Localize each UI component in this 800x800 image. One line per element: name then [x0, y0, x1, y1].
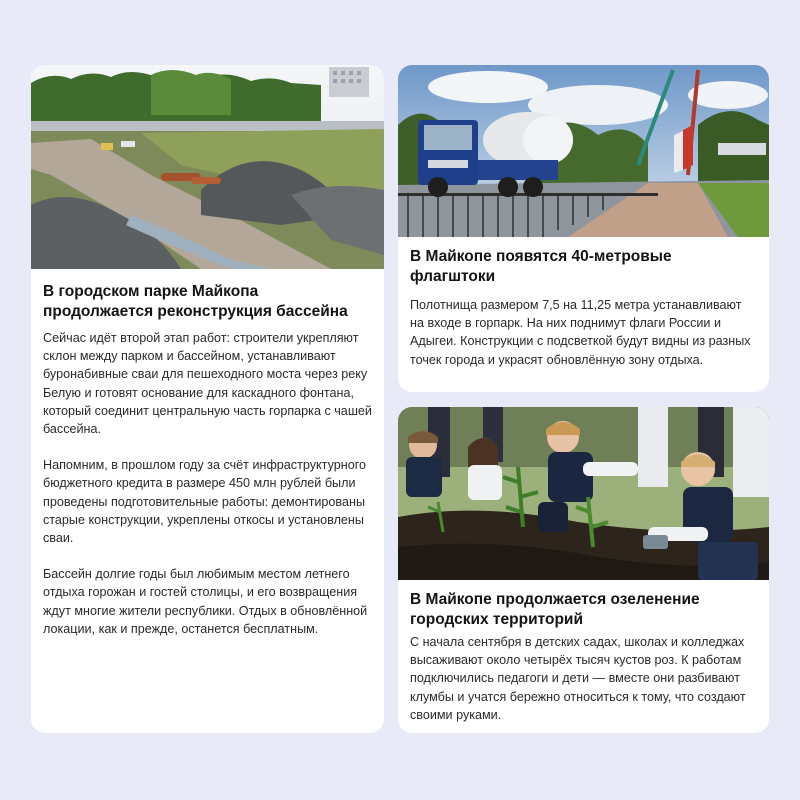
article-card-park-pool [31, 65, 384, 733]
article-title: В Майкопе появятся 40-метровые флагштоки [410, 248, 672, 285]
article-paragraph: Бассейн долгие годы был любимым местом летнего отдыха горожан и гостей столицы, и его возвращения ждут многие жители республики. Отдых в обновлённой локации, как и прежде, останется бесплатным. [43, 567, 368, 636]
article-paragraph: Полотнища размером 7,5 на 11,25 метра устанавливают на входе в горпарк. На них поднимут флаги России и Адыгеи. Конструкции с подсветкой будут видны из разных точек города и украсят обновлённую зону отдыха. [410, 298, 751, 367]
article-title: В городском парке Майкопа продолжается реконструкция бассейна [43, 283, 348, 320]
construction-site-photo [31, 65, 384, 269]
article-card-greening [398, 407, 769, 733]
article-card-flagpoles [398, 65, 769, 392]
concrete-truck-photo [398, 65, 769, 237]
article-paragraph: С начала сентября в детских садах, школах и колледжах высаживают около четырёх тысяч кустов роз. К работам подключились педагоги и дети — вместе они разбивают клумбы и учатся бережно относиться к тому, что создают своими руками. [410, 635, 746, 722]
article-title: В Майкопе продолжается озеленение городских территорий [410, 591, 700, 628]
article-paragraph: Напомним, в прошлом году за счёт инфраструктурного бюджетного кредита в размере 450 млн рублей были проведены подготовительные работы: демонтированы старые конструкции, укреплены откосы и установлены сваи. [43, 458, 367, 546]
children-planting-photo [398, 407, 769, 580]
article-paragraph: Сейчас идёт второй этап работ: строители укрепляют склон между парком и бассейном, устанавливают буронабивные сваи для пешеходного моста через реку Белую и готовят основание для каскадного фонтана, который соединит центральную часть горпарка с чашей бассейна. [43, 331, 372, 437]
